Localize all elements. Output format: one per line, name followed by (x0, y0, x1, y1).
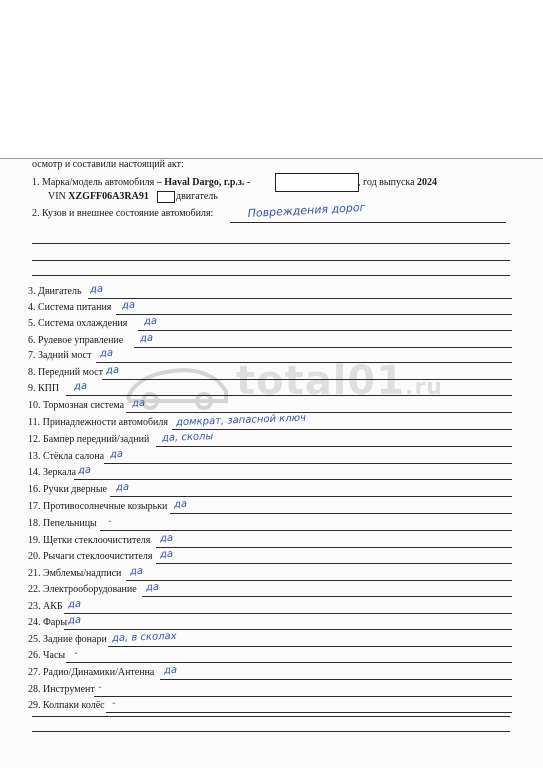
item-rule (64, 613, 512, 614)
blank-rule (32, 731, 510, 732)
item-rule (126, 580, 512, 581)
inspection-item (28, 431, 518, 450)
item-rule (66, 395, 512, 396)
engine-label: двигатель (176, 191, 218, 202)
inspection-item (28, 448, 518, 467)
item-label: 26. Часы (28, 650, 66, 661)
item-label: 14. Зеркала (28, 467, 77, 478)
item-handwritten-note: да (109, 448, 124, 461)
blank-rule-2 (32, 260, 510, 261)
item-label: 23. АКБ (28, 601, 63, 612)
inspection-item (28, 664, 518, 683)
item-rule (96, 362, 512, 363)
watermark-name: total01 (236, 358, 406, 404)
inspection-item (28, 481, 518, 500)
item1-prefix: 1. Марка/модель автомобиля (32, 177, 155, 188)
item2-label: 2. Кузов и внешнее состояние автомобиля: (32, 208, 214, 219)
item-label: 16. Ручки дверные (28, 484, 107, 495)
item-handwritten-note: да (121, 299, 136, 312)
item-handwritten-note: да (159, 532, 174, 545)
item-rule (156, 446, 512, 447)
item-rule (160, 679, 512, 680)
vin-redaction (157, 191, 175, 203)
item-handwritten-note: да (131, 397, 146, 410)
item-handwritten-note: да (129, 565, 144, 578)
blank-rule-3 (32, 275, 510, 276)
item-label: 24. Фары (28, 617, 68, 628)
inspection-item (28, 581, 518, 600)
plate-redaction (275, 173, 359, 192)
item-label: 5. Система охлаждения (28, 318, 128, 329)
item-rule (156, 563, 512, 564)
item-rule (108, 646, 512, 647)
item-rule (64, 629, 512, 630)
item-label: 29. Колпаки колёс (28, 700, 105, 711)
item-handwritten-note: да (159, 548, 174, 561)
item-handwritten-note: да, в сколах (111, 630, 177, 645)
inspection-item (28, 515, 518, 534)
item-label: 11. Принадлежности автомобиля (28, 417, 168, 428)
item-rule (126, 412, 512, 413)
item1-model: – Haval Dargo (156, 177, 219, 188)
item-handwritten-note: - (97, 681, 102, 694)
inspection-item (28, 347, 518, 366)
inspection-item (28, 283, 518, 302)
item-label: 21. Эмблемы/надписи (28, 568, 122, 579)
item-handwritten-note: да (67, 598, 82, 611)
item-label: 10. Тормозная система (28, 400, 125, 411)
item-handwritten-note: да (173, 498, 188, 511)
item-rule (170, 513, 512, 514)
item-label: 4. Система питания (28, 302, 112, 313)
inspection-item (28, 299, 518, 318)
item-label: 27. Радио/Динамики/Антенна (28, 667, 155, 678)
inspection-item (28, 681, 518, 700)
watermark-suffix: .ru (405, 375, 443, 400)
inspection-item (28, 614, 518, 633)
inspection-item (28, 697, 518, 716)
inspection-item (28, 315, 518, 334)
item-label: 13. Стёкла салона (28, 451, 105, 462)
item-label: 7. Задний мост (28, 350, 92, 361)
item2-rule (230, 222, 506, 223)
item-label: 3. Двигатель (28, 286, 82, 297)
item-rule (142, 596, 512, 597)
item-rule (94, 696, 512, 697)
item-rule (66, 662, 512, 663)
item-label: 8. Передний мост (28, 367, 103, 378)
item1-line (32, 177, 250, 188)
item-rule (172, 429, 512, 430)
item-rule (138, 330, 512, 331)
item-label: 28. Инструмент (28, 684, 95, 695)
vin-line (48, 191, 149, 202)
item-rule (74, 479, 512, 480)
item-rule (156, 547, 512, 548)
inspection-item (28, 412, 518, 433)
inspection-item (28, 532, 518, 551)
intro-text: осмотр и составили настоящий акт: (32, 159, 184, 170)
item-handwritten-note: да (99, 347, 114, 360)
blank-top-area (0, 0, 543, 159)
inspection-item (28, 364, 518, 383)
inspection-item (28, 647, 518, 666)
inspection-item (28, 464, 518, 483)
item-handwritten-note: да (73, 380, 88, 393)
item-rule (116, 314, 512, 315)
item-rule (104, 463, 512, 464)
item-handwritten-note: да (163, 664, 178, 677)
item-label: 12. Бампер передний/задний (28, 434, 150, 445)
item-handwritten-note: да (105, 364, 120, 377)
item-rule (102, 379, 512, 380)
item-rule (134, 347, 512, 348)
vin-value: XZGFF06A3RA91 (68, 191, 149, 202)
item-rule (106, 712, 512, 713)
item-label: 22. Электрооборудование (28, 584, 137, 595)
item-rule (110, 496, 512, 497)
inspection-item (28, 498, 518, 517)
item1-year: 2024 (417, 177, 438, 188)
item-handwritten-note: да (89, 283, 104, 296)
item-rule (88, 298, 512, 299)
item1-plate-label: , г.р.з. - (218, 177, 251, 188)
inspection-item (28, 548, 518, 567)
item1-year-text: , год выпуска (358, 177, 415, 188)
inspection-item (28, 630, 518, 650)
blank-rule (32, 716, 510, 717)
item-label: 9. КПП (28, 383, 60, 394)
inspection-item (28, 380, 518, 399)
item-handwritten-note: да (139, 332, 154, 345)
item-label: 25. Задние фонари (28, 634, 107, 645)
item-handwritten-note: да, сколы (161, 431, 214, 444)
item-label: 19. Щетки стеклоочистителя (28, 535, 151, 546)
item2-handwritten: Повреждения дорог (247, 200, 366, 220)
item-handwritten-note: да (67, 614, 82, 627)
blank-rule-1 (32, 243, 510, 244)
item-handwritten-note: домкрат, запасной ключ (175, 412, 307, 429)
item-label: 18. Пепельницы (28, 518, 97, 529)
item-handwritten-note: да (115, 481, 130, 494)
item-label: 17. Противосолнечные козырьки (28, 501, 168, 512)
item-label: 20. Рычаги стеклоочистителя (28, 551, 153, 562)
item-handwritten-note: да (145, 581, 160, 594)
vin-label: VIN (48, 191, 66, 202)
inspection-item (28, 598, 518, 617)
item-rule (100, 530, 512, 531)
item1-year-line (358, 177, 437, 188)
item-handwritten-note: - (107, 515, 112, 528)
inspection-item (28, 565, 518, 584)
item-handwritten-note: - (111, 697, 116, 710)
item-handwritten-note: - (73, 647, 78, 660)
item-handwritten-note: да (77, 464, 92, 477)
item-handwritten-note: да (143, 315, 158, 328)
item-label: 6. Рулевое управление (28, 335, 124, 346)
